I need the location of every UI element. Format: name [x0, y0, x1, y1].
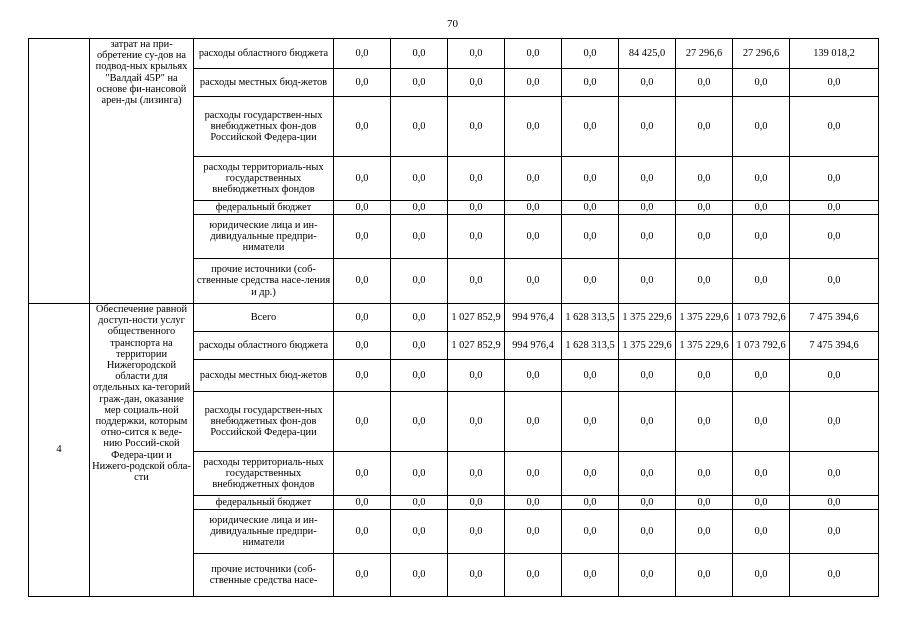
value-cell: 0,0: [505, 259, 562, 304]
value-cell: 0,0: [448, 215, 505, 259]
value-cell: 27 296,6: [676, 39, 733, 69]
value-cell: 0,0: [562, 215, 619, 259]
value-cell: 1 375 229,6: [676, 304, 733, 332]
funding-source: расходы областного бюджета: [194, 39, 334, 69]
value-cell: 0,0: [391, 259, 448, 304]
value-cell: 0,0: [448, 39, 505, 69]
value-cell: 0,0: [676, 360, 733, 392]
value-cell: 0,0: [733, 97, 790, 157]
table-row: [29, 304, 879, 332]
value-cell: 0,0: [505, 452, 562, 496]
section-number: 4: [29, 304, 90, 597]
value-cell: 0,0: [619, 157, 676, 201]
value-cell: 0,0: [790, 554, 879, 597]
value-cell: 0,0: [448, 452, 505, 496]
value-cell: 0,0: [391, 304, 448, 332]
value-cell: 0,0: [448, 201, 505, 215]
value-cell: 0,0: [334, 201, 391, 215]
value-cell: 0,0: [733, 452, 790, 496]
value-cell: 0,0: [619, 360, 676, 392]
value-cell: 0,0: [676, 201, 733, 215]
value-cell: 0,0: [733, 510, 790, 554]
value-cell: 0,0: [733, 392, 790, 452]
value-cell: 0,0: [334, 510, 391, 554]
value-cell: 0,0: [334, 259, 391, 304]
value-cell: 0,0: [448, 97, 505, 157]
value-cell: 0,0: [505, 392, 562, 452]
funding-source: расходы территориаль-ных государственных внебюджетных фондов: [194, 157, 334, 201]
value-cell: 0,0: [334, 332, 391, 360]
value-cell: 994 976,4: [505, 304, 562, 332]
value-cell: 0,0: [391, 554, 448, 597]
value-cell: 0,0: [676, 496, 733, 510]
value-cell: 0,0: [562, 157, 619, 201]
value-cell: 0,0: [676, 554, 733, 597]
value-cell: 0,0: [733, 554, 790, 597]
value-cell: 0,0: [391, 332, 448, 360]
value-cell: 0,0: [391, 39, 448, 69]
value-cell: 0,0: [562, 97, 619, 157]
section-number: [29, 39, 90, 304]
value-cell: 0,0: [562, 496, 619, 510]
value-cell: 7 475 394,6: [790, 332, 879, 360]
funding-source: расходы государствен-ных внебюджетных фон-дов Российской Федера-ции: [194, 97, 334, 157]
value-cell: 1 073 792,6: [733, 304, 790, 332]
funding-source: прочие источники (соб-ственные средства насе-ления и др.): [194, 259, 334, 304]
value-cell: 0,0: [562, 510, 619, 554]
value-cell: 0,0: [733, 69, 790, 97]
value-cell: 0,0: [448, 554, 505, 597]
value-cell: 0,0: [505, 215, 562, 259]
value-cell: 7 475 394,6: [790, 304, 879, 332]
value-cell: 1 628 313,5: [562, 332, 619, 360]
value-cell: 0,0: [733, 157, 790, 201]
value-cell: 0,0: [448, 392, 505, 452]
value-cell: 0,0: [448, 496, 505, 510]
value-cell: 0,0: [334, 215, 391, 259]
value-cell: 0,0: [391, 360, 448, 392]
value-cell: 0,0: [334, 392, 391, 452]
value-cell: 0,0: [790, 360, 879, 392]
value-cell: 0,0: [448, 259, 505, 304]
value-cell: 0,0: [790, 259, 879, 304]
value-cell: 27 296,6: [733, 39, 790, 69]
value-cell: 0,0: [562, 259, 619, 304]
value-cell: 0,0: [733, 201, 790, 215]
value-cell: 0,0: [448, 510, 505, 554]
value-cell: 0,0: [334, 360, 391, 392]
value-cell: 0,0: [790, 510, 879, 554]
value-cell: 0,0: [619, 392, 676, 452]
value-cell: 1 073 792,6: [733, 332, 790, 360]
value-cell: 0,0: [505, 360, 562, 392]
measure-description: затрат на при-обретение су-дов на подвод-ных крыльях "Валдай 45Р" на основе фи-нансовой арен-ды (лизинга): [90, 39, 194, 304]
value-cell: 0,0: [391, 452, 448, 496]
value-cell: 0,0: [790, 392, 879, 452]
value-cell: 0,0: [733, 496, 790, 510]
value-cell: 0,0: [790, 97, 879, 157]
value-cell: 0,0: [562, 39, 619, 69]
value-cell: 0,0: [790, 452, 879, 496]
funding-source: федеральный бюджет: [194, 201, 334, 215]
value-cell: 0,0: [619, 452, 676, 496]
funding-source: федеральный бюджет: [194, 496, 334, 510]
value-cell: 0,0: [619, 496, 676, 510]
value-cell: 0,0: [334, 496, 391, 510]
table-row: [29, 39, 879, 69]
value-cell: 0,0: [391, 201, 448, 215]
value-cell: 0,0: [334, 452, 391, 496]
value-cell: 0,0: [505, 201, 562, 215]
value-cell: 0,0: [391, 157, 448, 201]
value-cell: 84 425,0: [619, 39, 676, 69]
value-cell: 0,0: [562, 201, 619, 215]
value-cell: 0,0: [790, 157, 879, 201]
value-cell: 994 976,4: [505, 332, 562, 360]
value-cell: 0,0: [448, 69, 505, 97]
value-cell: 0,0: [391, 215, 448, 259]
value-cell: 0,0: [562, 69, 619, 97]
value-cell: 0,0: [334, 157, 391, 201]
value-cell: 1 375 229,6: [619, 304, 676, 332]
value-cell: 0,0: [505, 157, 562, 201]
value-cell: 0,0: [391, 392, 448, 452]
value-cell: 0,0: [505, 69, 562, 97]
value-cell: 0,0: [334, 304, 391, 332]
value-cell: 0,0: [619, 201, 676, 215]
value-cell: 0,0: [619, 69, 676, 97]
funding-source: расходы государствен-ных внебюджетных фон-дов Российской Федера-ции: [194, 392, 334, 452]
value-cell: 0,0: [733, 215, 790, 259]
funding-source: Всего: [194, 304, 334, 332]
value-cell: 0,0: [448, 360, 505, 392]
value-cell: 1 375 229,6: [676, 332, 733, 360]
value-cell: 1 628 313,5: [562, 304, 619, 332]
value-cell: 0,0: [676, 215, 733, 259]
value-cell: 0,0: [562, 360, 619, 392]
value-cell: 0,0: [562, 452, 619, 496]
value-cell: 0,0: [676, 392, 733, 452]
funding-source: прочие источники (соб-ственные средства насе-: [194, 554, 334, 597]
value-cell: 0,0: [505, 97, 562, 157]
value-cell: 0,0: [619, 554, 676, 597]
value-cell: 0,0: [676, 452, 733, 496]
value-cell: 0,0: [391, 69, 448, 97]
value-cell: 0,0: [334, 39, 391, 69]
value-cell: 0,0: [619, 259, 676, 304]
value-cell: 0,0: [676, 69, 733, 97]
value-cell: 0,0: [676, 510, 733, 554]
value-cell: 0,0: [619, 97, 676, 157]
funding-source: расходы территориаль-ных государственных внебюджетных фондов: [194, 452, 334, 496]
funding-source: расходы местных бюд-жетов: [194, 360, 334, 392]
funding-source: юридические лица и ин-дивидуальные предпри-ниматели: [194, 215, 334, 259]
value-cell: 0,0: [733, 360, 790, 392]
value-cell: 0,0: [562, 392, 619, 452]
value-cell: 1 027 852,9: [448, 304, 505, 332]
value-cell: 0,0: [334, 554, 391, 597]
value-cell: 0,0: [619, 215, 676, 259]
value-cell: 0,0: [391, 510, 448, 554]
value-cell: 0,0: [505, 554, 562, 597]
value-cell: 0,0: [790, 215, 879, 259]
funding-source: расходы местных бюд-жетов: [194, 69, 334, 97]
value-cell: 0,0: [676, 157, 733, 201]
value-cell: 0,0: [505, 496, 562, 510]
value-cell: 0,0: [676, 259, 733, 304]
measure-description: Обеспечение равной доступ-ности услуг общественного транспорта на территории Нижегородской области для отдельных ка-тегорий граж-дан, оказание мер социаль-ной поддержки, которым отно-сится к веде-нию Россий-ской Федера-ции и Нижего-родской обла-сти: [90, 304, 194, 597]
value-cell: 0,0: [505, 39, 562, 69]
budget-table: [28, 38, 879, 597]
value-cell: 1 027 852,9: [448, 332, 505, 360]
value-cell: 0,0: [391, 496, 448, 510]
value-cell: 0,0: [619, 510, 676, 554]
value-cell: 0,0: [334, 69, 391, 97]
funding-source: юридические лица и ин-дивидуальные предпри-ниматели: [194, 510, 334, 554]
value-cell: 0,0: [790, 69, 879, 97]
value-cell: 0,0: [562, 554, 619, 597]
value-cell: 0,0: [505, 510, 562, 554]
value-cell: 0,0: [790, 496, 879, 510]
value-cell: 0,0: [391, 97, 448, 157]
value-cell: 139 018,2: [790, 39, 879, 69]
value-cell: 0,0: [790, 201, 879, 215]
funding-source: расходы областного бюджета: [194, 332, 334, 360]
value-cell: 0,0: [676, 97, 733, 157]
value-cell: 0,0: [733, 259, 790, 304]
value-cell: 0,0: [448, 157, 505, 201]
page-number: 70: [447, 18, 458, 30]
value-cell: 1 375 229,6: [619, 332, 676, 360]
value-cell: 0,0: [334, 97, 391, 157]
